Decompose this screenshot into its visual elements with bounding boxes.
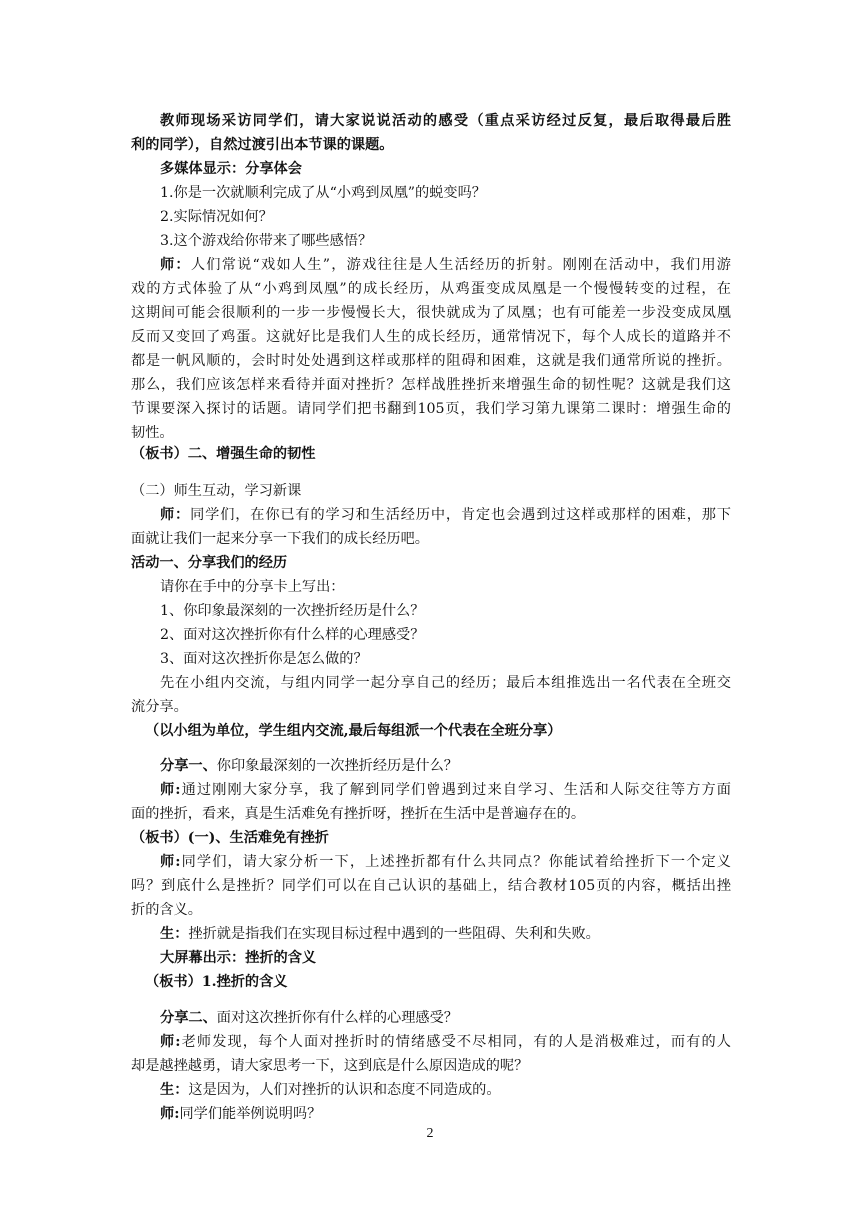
body-text: 3、面对这次挫折你是怎么做的？	[160, 651, 368, 667]
body-text: 2.实际情况如何？	[160, 209, 273, 225]
body-text: 戏的方式体验了从“小鸡到凤凰”的成长经历，从鸡蛋变成凤凰是一个慢慢转变的过程，在	[131, 281, 731, 297]
bold-text: 生：	[160, 926, 189, 942]
body-text: 同学们，在你已有的学习和生活经历中，肯定也会遇到过这样或那样的困难，那下	[190, 507, 731, 523]
bold-text: 利的同学），自然过渡引出本节课的课题。	[131, 137, 394, 153]
body-text: 同学们能举例说明吗？	[179, 1106, 322, 1122]
text-line	[131, 527, 731, 551]
body-text: 节课要深入探讨的话题。请同学们把书翻到105页，我们学习第九课第二课时：增强生命的	[131, 401, 731, 417]
body-text: 反而又变回了鸡蛋。这就好比是我们人生的成长经历，通常情况下，每个人成长的道路并不	[131, 329, 731, 345]
bold-text: （以小组为单位，学生组内交流,最后每组派一个代表在全班分享）	[145, 723, 562, 739]
text-line	[131, 802, 731, 826]
text-line	[131, 1054, 731, 1078]
text-line	[160, 503, 731, 527]
text-line	[145, 719, 731, 743]
text-line	[160, 229, 731, 253]
body-text: 通过刚刚大家分享，我了解到同学们曾遇到过来自学习、生活和人际交往等方方面	[180, 782, 731, 798]
body-text: 你印象最深刻的一次挫折经历是什么？	[216, 758, 458, 774]
page-number: 2	[426, 1126, 434, 1141]
text-line	[131, 133, 731, 157]
text-line	[160, 157, 731, 181]
body-text: 面的挫折，看来，真是生活难免有挫折呀，挫折在生活中是普遍存在的。	[131, 806, 586, 822]
text-line	[145, 970, 731, 994]
bold-text: 活动一、分享我们的经历	[131, 555, 288, 571]
body-text: 韧性。	[131, 425, 174, 441]
bold-text: （板书）1.挫折的含义	[145, 974, 288, 990]
text-line	[131, 551, 731, 575]
body-text: 流分享。	[131, 699, 188, 715]
body-text: 老师发现，每个人面对挫折时的情绪感受不尽相同，有的人是消极难过，而有的人	[180, 1034, 731, 1050]
body-text: 3.这个游戏给你带来了哪些感悟？	[160, 233, 373, 249]
bold-text: 分享二、	[160, 1010, 217, 1026]
text-line	[160, 1078, 731, 1102]
text-line	[160, 671, 731, 695]
body-text: 面对这次挫折你有什么样的心理感受？	[216, 1010, 458, 1026]
body-text: 同学们，请大家分析一下，上述挫折都有什么共同点？你能试着给挫折下一个定义	[180, 854, 731, 870]
text-line	[131, 695, 731, 719]
text-line	[160, 946, 731, 970]
text-line	[131, 397, 731, 421]
body-text: 2、面对这次挫折你有什么样的心理感受？	[160, 627, 425, 643]
body-text: 这期间可能会很顺利的一步一步慢慢长大，很快就成为了凤凰；也有可能差一步没变成凤凰	[131, 305, 731, 321]
body-text: 这是因为，人们对挫折的认识和态度不同造成的。	[188, 1082, 501, 1098]
text-line	[131, 301, 731, 325]
text-line	[160, 575, 731, 599]
text-line	[160, 599, 731, 623]
body-text: 面就让我们一起来分享一下我们的成长经历吧。	[131, 531, 429, 547]
text-line	[160, 754, 731, 778]
text-line	[160, 1006, 731, 1030]
body-text: 都是一帆风顺的，会时时处处遇到这样或那样的阻碍和困难，这就是我们通常所说的挫折。	[131, 353, 731, 369]
bold-text: 师:	[160, 782, 181, 798]
body-text: 折的含义。	[131, 902, 202, 918]
body-text: 那么，我们应该怎样来看待并面对挫折？怎样战胜挫折来增强生命的韧性呢？这就是我们这	[131, 377, 731, 393]
text-line	[160, 1030, 731, 1054]
bold-text: 多媒体显示：分享体会	[160, 161, 302, 177]
text-line	[131, 898, 731, 922]
bold-text: 师:	[160, 1106, 180, 1122]
body-text: 请你在手中的分享卡上写出：	[160, 579, 345, 595]
bold-text: （板书）二、增强生命的韧性	[131, 446, 316, 462]
bold-text: 生：	[160, 1082, 189, 1098]
text-line	[160, 623, 731, 647]
bold-text: 分享一、	[160, 758, 217, 774]
body-text: 却是越挫越勇，请大家思考一下，这到底是什么原因造成的呢？	[131, 1058, 529, 1074]
text-line	[160, 205, 731, 229]
body-text: 吗？到底什么是挫折？同学们可以在自己认识的基础上，结合教材105页的内容，概括出挫	[131, 878, 731, 894]
text-line	[160, 922, 731, 946]
text-line	[160, 109, 731, 133]
text-line	[160, 778, 731, 802]
text-line	[131, 349, 731, 373]
text-line	[131, 479, 731, 503]
bold-text: 大屏幕出示：挫折的含义	[160, 950, 317, 966]
body-text: （二）师生互动，学习新课	[131, 483, 302, 499]
bold-text: 师：	[160, 257, 191, 273]
bold-text: 师:	[160, 854, 181, 870]
text-line	[131, 874, 731, 898]
text-line	[160, 1102, 731, 1126]
text-line	[131, 277, 731, 301]
text-line	[131, 442, 731, 466]
body-text: 挫折就是指我们在实现目标过程中遇到的一些阻碍、失利和失败。	[188, 926, 600, 942]
text-line	[131, 826, 731, 850]
body-text: 先在小组内交流，与组内同学一起分享自己的经历；最后本组推选出一名代表在全班交	[160, 675, 731, 691]
text-line	[131, 325, 731, 349]
body-text: 1、你印象最深刻的一次挫折经历是什么？	[160, 603, 425, 619]
text-line	[160, 181, 731, 205]
body-text: 人们常说“戏如人生”，游戏往往是人生活经历的折射。刚刚在活动中，我们用游	[190, 257, 731, 273]
text-line	[131, 373, 731, 397]
text-line	[160, 647, 731, 671]
text-line	[160, 850, 731, 874]
bold-text: 教师现场采访同学们，请大家说说活动的感受（重点采访经过反复，最后取得最后胜	[160, 113, 731, 129]
bold-text: 师：	[160, 507, 191, 523]
body-text: 1.你是一次就顺利完成了从“小鸡到凤凰”的蜕变吗？	[160, 185, 486, 201]
text-line	[160, 253, 731, 277]
bold-text: （板书）(一)、生活难免有挫折	[131, 830, 329, 846]
bold-text: 师:	[160, 1034, 181, 1050]
